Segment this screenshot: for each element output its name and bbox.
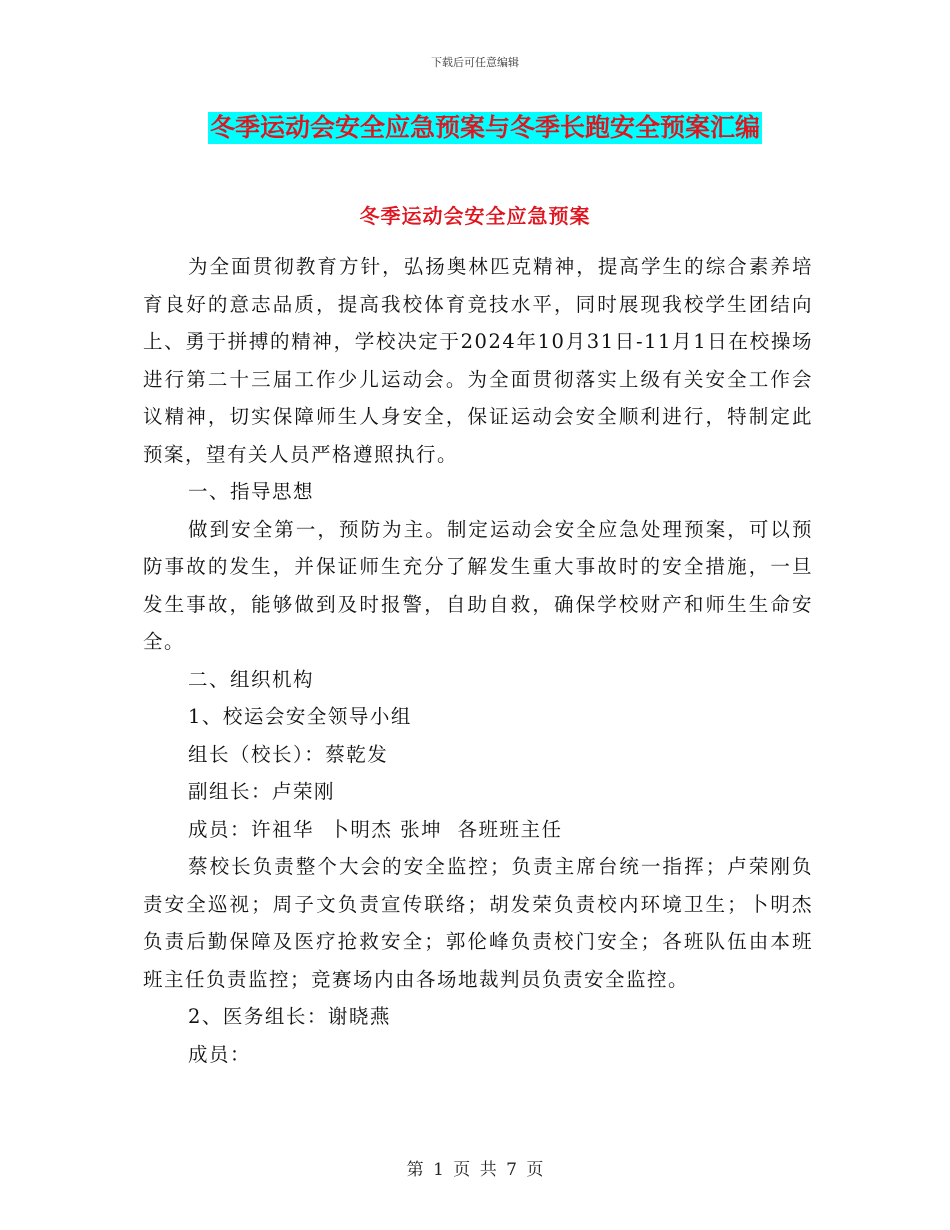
page-footer: 第 1 页 共 7 页 xyxy=(406,1160,544,1180)
heading-guiding-ideology: 一、指导思想 xyxy=(188,480,315,503)
guiding-ideology-paragraph: 做到安全第一，预防为主。制定运动会安全应急处理预案，可以预防事故的发生，并保证师生充分了解发生重大事故时的安全措施，一旦发生事故，能够做到及时报警，自助自救，确保学校财产和师生生命安全。 xyxy=(143,517,813,653)
deputy-leader-line: 副组长：卢荣刚 xyxy=(188,780,336,803)
members-line: 成员：许祖华 卜明杰 张坤 各班班主任 xyxy=(188,817,563,841)
header-note: 下载后可任意编辑 xyxy=(431,56,519,69)
group-leader-line: 组长（校长）：蔡乾发 xyxy=(188,742,389,766)
heading-safety-leadership-group: 1、校运会安全领导小组 xyxy=(188,705,412,728)
intro-paragraph: 为全面贯彻教育方针，弘扬奥林匹克精神，提高学生的综合素养培育良好的意志品质，提高我校体育竞技水平，同时展现我校学生团结向上、勇于拼搏的精神，学校决定于2024年10月31日-11月1日在校操场进行第二十三届工作少儿运动会。为全面贯彻落实上级有关安全工作会议精神，切实保障师生人身安全，保证运动会安全顺利进行，特制定此预案，望有关人员严格遵照执行。 xyxy=(143,255,813,466)
responsibilities-paragraph: 蔡校长负责整个大会的安全监控；负责主席台统一指挥；卢荣刚负责安全巡视；周子文负责宣传联络；胡发荣负责校内环境卫生；卜明杰负责后勤保障及医疗抢救安全；郭伦峰负责校门安全；各班队伍由本班班主任负责监控；竞赛场内由各场地裁判员负责安全监控。 xyxy=(143,855,813,991)
medical-members-line: 成员： xyxy=(188,1042,252,1066)
section-title: 冬季运动会安全应急预案 xyxy=(359,204,591,228)
heading-organization: 二、组织机构 xyxy=(188,667,315,691)
medical-leader-line: 2、医务组长：谢晓燕 xyxy=(188,1005,391,1028)
document-body xyxy=(143,248,813,1073)
document-title: 冬季运动会安全应急预案与冬季长跑安全预案汇编 xyxy=(210,113,761,142)
